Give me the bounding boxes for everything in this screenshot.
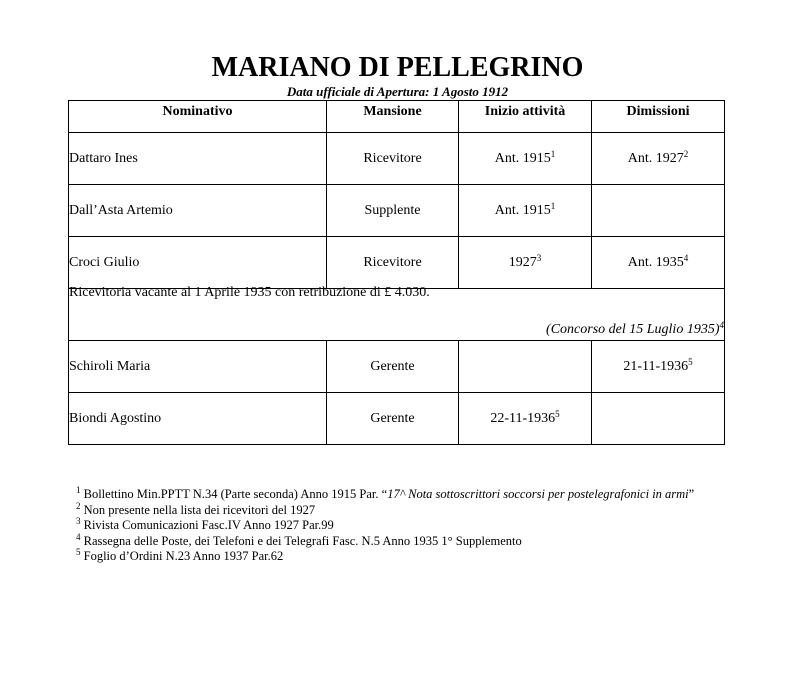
footnote-text: Non presente nella lista dei ricevitori del 1927 bbox=[83, 502, 316, 517]
footnotes bbox=[76, 487, 726, 565]
cell-role: Supplente bbox=[327, 185, 459, 237]
cell-end bbox=[592, 185, 725, 237]
footnote-number: 2 bbox=[76, 500, 81, 511]
cell-start bbox=[459, 133, 592, 185]
footnote-ref: 4 bbox=[719, 320, 724, 330]
concorso-label: (Concorso del 15 Luglio 1935) bbox=[546, 322, 720, 337]
cell-role: Gerente bbox=[327, 341, 459, 393]
start-value: 1927 bbox=[508, 254, 537, 270]
end-value: Ant. 1935 bbox=[627, 254, 684, 270]
table-row bbox=[69, 393, 725, 445]
footnote bbox=[76, 531, 726, 550]
footnote-number: 5 bbox=[76, 547, 81, 557]
footnote-ref: 1 bbox=[550, 200, 556, 211]
end-value: 21-11-1936 bbox=[623, 358, 689, 374]
table-row bbox=[69, 341, 725, 393]
footnote-ref: 4 bbox=[683, 252, 689, 263]
cell-start bbox=[459, 341, 592, 393]
start-value: Ant. 1915 bbox=[494, 202, 551, 218]
footnote-ref: 1 bbox=[550, 148, 556, 159]
table-row bbox=[69, 237, 725, 289]
table-row bbox=[69, 133, 725, 185]
cell-role: Gerente bbox=[327, 393, 459, 445]
cell-name: Schiroli Maria bbox=[69, 341, 327, 393]
cell-role: Ricevitore bbox=[327, 237, 459, 289]
cell-start bbox=[459, 393, 592, 445]
footnote-number: 4 bbox=[76, 531, 81, 542]
cell-name: Biondi Agostino bbox=[69, 393, 327, 445]
header-nominativo: Nominativo bbox=[69, 101, 327, 133]
footnote-text: Bollettino Min.PPTT N.34 (Parte seconda) Anno 1915 Par. “ bbox=[83, 487, 388, 501]
footnote bbox=[76, 518, 726, 534]
footnote-ref: 3 bbox=[536, 252, 542, 263]
footnote bbox=[76, 487, 726, 503]
footnote bbox=[76, 549, 726, 565]
table-row bbox=[69, 185, 725, 237]
page-subtitle: Data ufficiale di Apertura: 1 Agosto 1912 bbox=[286, 84, 509, 99]
cell-end bbox=[592, 133, 725, 185]
cell-role: Ricevitore bbox=[327, 133, 459, 185]
footnote-number: 3 bbox=[76, 516, 81, 526]
footnote-text: Rivista Comunicazioni Fasc.IV Anno 1927 Par.99 bbox=[83, 518, 334, 532]
cell-start bbox=[459, 185, 592, 237]
footnote-ref: 5 bbox=[688, 356, 693, 367]
cell-name: Dall’Asta Artemio bbox=[69, 185, 327, 237]
header-inizio: Inizio attività bbox=[459, 101, 592, 133]
footnote-ref: 5 bbox=[555, 408, 560, 419]
footnote-number: 1 bbox=[76, 485, 81, 495]
cell-end bbox=[592, 393, 725, 445]
cell-end bbox=[592, 237, 725, 289]
vacancy-text: Ricevitoria vacante al 1 Aprile 1935 con retribuzione di £ 4.030. bbox=[69, 285, 430, 300]
vacancy-note bbox=[69, 285, 725, 341]
table-note-row bbox=[69, 289, 725, 341]
staff-table bbox=[68, 100, 725, 445]
footnote-italic: 17^ Nota sottoscrittori soccorsi per postelegrafonici in armi bbox=[387, 487, 689, 501]
footnote-ref: 2 bbox=[683, 148, 689, 159]
cell-start bbox=[459, 237, 592, 289]
footnote-tail: ” bbox=[688, 487, 695, 501]
start-value: Ant. 1915 bbox=[494, 150, 551, 166]
concorso-text bbox=[69, 322, 724, 338]
end-value: Ant. 1927 bbox=[627, 150, 684, 166]
cell-name: Dattaro Ines bbox=[69, 133, 327, 185]
table-header-row bbox=[69, 101, 725, 133]
header-dimissioni: Dimissioni bbox=[592, 101, 725, 133]
footnote-text: Rassegna delle Poste, dei Telefoni e dei Telegrafi Fasc. N.5 Anno 1935 1° Supplemento bbox=[83, 533, 522, 548]
start-value: 22-11-1936 bbox=[490, 410, 556, 426]
cell-name: Croci Giulio bbox=[69, 237, 327, 289]
footnote-text: Foglio d’Ordini N.23 Anno 1937 Par.62 bbox=[83, 549, 284, 563]
header-mansione: Mansione bbox=[327, 101, 459, 133]
footnote bbox=[76, 500, 726, 519]
cell-end bbox=[592, 341, 725, 393]
page-title: MARIANO DI PELLEGRINO bbox=[211, 52, 584, 83]
